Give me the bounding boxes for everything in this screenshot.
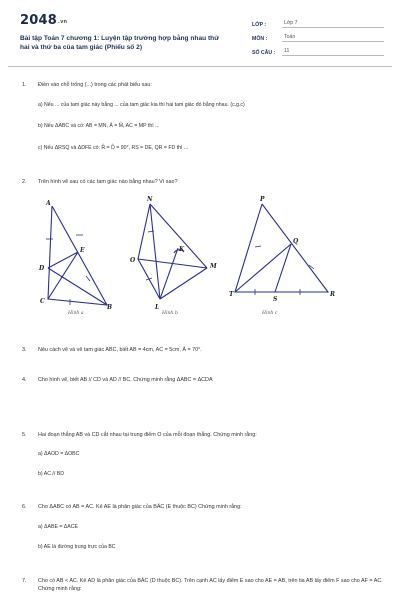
header-divider [8,66,392,67]
geometry-figures [30,192,375,322]
figure-b [138,204,207,299]
tick-mark [86,276,90,281]
question-text: Cho ΔABC có AB = AC. Kẻ AE là phân giác của BÂC (E thuộc BC) Chứng minh rằng: [38,504,242,510]
question-number: 3. [22,347,27,353]
q6-part-b: b) AE là đường trung trực của BC [38,544,116,550]
point-label: T [229,291,234,298]
question-2 [22,178,384,186]
figure-caption: Hình a [68,311,84,316]
point-label: K [179,246,185,253]
question-7 [22,577,384,593]
q1-part-b: b) Nếu ΔABC và có: AB = MN, Â = M̂, AC = MP thì ... [38,123,160,129]
question-number: 1. [22,82,27,88]
point-label: D [39,265,45,272]
question-number: 4. [22,377,27,383]
question-3 [22,346,384,354]
meta-row-count [252,42,384,56]
point-label: O [130,257,136,264]
figure-b-labels [130,196,217,311]
question-1 [22,81,384,89]
figure-b-outline-left [138,204,160,299]
question-number: 7. [22,578,27,584]
question-text: Điền vào chỗ trống (...) trong các phát biểu sau: [38,82,152,88]
point-label: A [46,200,51,207]
point-label: N [147,196,153,203]
logo-suffix: .vn [57,19,68,25]
point-label: R [330,291,335,298]
figures-svg [30,192,375,322]
meta-label: MÔN : [252,36,268,42]
segment-ec [48,252,78,299]
tick-mark [255,246,261,247]
q6-part-a: a) ΔABE = ΔACE [38,524,78,530]
question-text: Cho có AB < AC. Kẻ AD là phân giác của BÂC (D thuộc BC). Trên cạnh AC lấy điểm E sao cho AE = AB, trên tia AB lấy điểm F sao cho AF = AC. Chứng minh rằng: [38,578,383,592]
question-text: Nêu cách vẽ và vẽ tam giác ABC, biết AB = 4cm, AC = 5cm, Â = 70°. [38,347,202,353]
logo-text: 2048 [20,13,57,28]
question-text: Trên hình vẽ sau có các tam giác nào bằng nhau? Vì sao? [38,179,178,185]
figure-c-labels [229,196,335,303]
question-number: 5. [22,432,27,438]
point-label: C [40,298,45,305]
question-6 [22,503,384,511]
point-label: S [273,296,278,303]
question-text: Hai đoạn thẳng AB và CD cắt nhau tại trung điểm O của mỗi đoạn thẳng. Chứng minh rằng: [38,432,257,438]
figure-c [235,204,328,295]
q1-part-c: c) Nếu ΔRSQ và ΔDFE có: R̂ = D̂ = 90°, RS = DE, QR = FD thì ... [38,145,189,151]
question-4 [22,376,384,384]
figure-caption: Hình c [262,311,278,316]
segment-lm [160,268,207,299]
figure-a [46,206,107,305]
q5-part-b: b) AC // BD [38,471,64,477]
question-5 [22,431,384,439]
point-label: B [107,304,113,311]
point-label: Q [293,238,299,245]
point-label: P [260,196,265,203]
point-label: E [80,247,85,254]
meta-value: Lớp 7 [282,20,384,28]
meta-row-class [252,14,384,28]
logo [20,13,67,28]
meta-fields [252,14,384,56]
figure-c-outline [235,204,328,292]
meta-value: 11 [282,48,384,56]
question-number: 2. [22,179,27,185]
figure-a-outline [48,206,107,305]
meta-value: Toán [282,34,384,42]
q1-part-a: a) Nếu ... của tam giác này bằng ... của tam giác kia thì hai tam giác đó bằng nhau. (c.g.c) [38,102,245,108]
segment-nm [150,204,207,268]
question-number: 6. [22,504,27,510]
meta-label: SỐ CÂU : [252,50,276,56]
question-text: Cho hình vẽ, biết AB // CD và AD // BC. Chứng minh rằng ΔABC = ΔCDA [38,377,213,383]
meta-row-subject [252,28,384,42]
point-label: L [155,304,160,311]
q5-part-a: a) ΔAOD = ΔOBC [38,451,80,457]
point-label: M [210,263,217,270]
meta-label: LỚP : [252,22,267,28]
figure-caption: Hình b [162,311,178,316]
page-title: Bài tập Toán 7 chương 1: Luyện tập trường hợp bằng nhau thứ hai và thứ ba của tam giác (Phiếu số 2) [20,35,219,51]
segment-kl [160,248,178,299]
